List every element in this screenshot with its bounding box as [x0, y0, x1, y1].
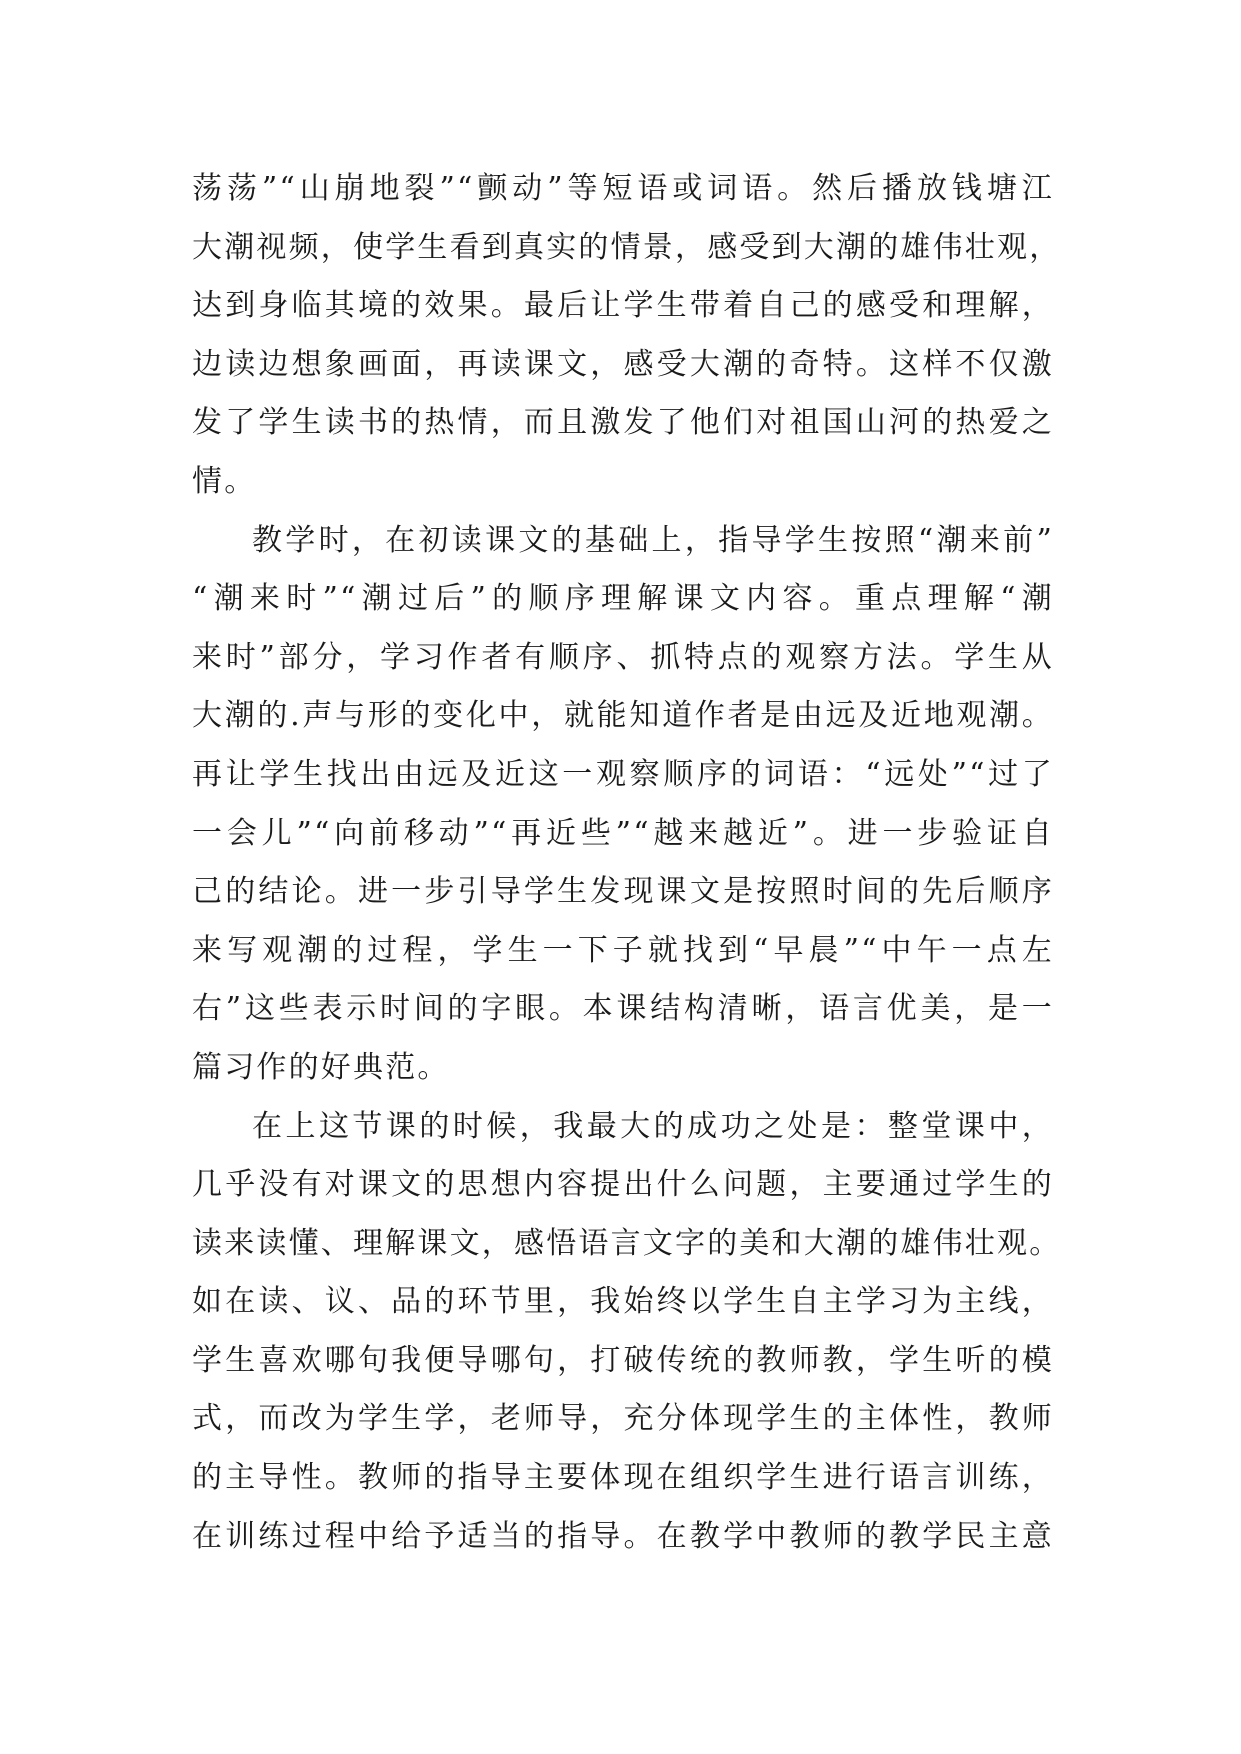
text-line: 几乎没有对课文的思想内容提出什么问题，主要通过学生的 — [192, 1167, 1054, 1203]
text-line: 发了学生读书的热情，而且激发了他们对祖国山河的热爱之 — [192, 405, 1054, 441]
text-line: 的主导性。教师的指导主要体现在组织学生进行语言训练， — [192, 1460, 1054, 1496]
text-line: 教学时，在初读课文的基础上，指导学生按照“潮来前” — [252, 522, 1054, 558]
text-line: 再让学生找出由远及近这一观察顺序的词语：“远处”“过了 — [192, 756, 1054, 792]
text-line: 在训练过程中给予适当的指导。在教学中教师的教学民主意 — [192, 1518, 1054, 1554]
text-line: 大潮视频，使学生看到真实的情景，感受到大潮的雄伟壮观， — [192, 229, 1062, 265]
paragraph — [192, 1098, 1062, 1567]
text-line: 达到身临其境的效果。最后让学生带着自己的感受和理解， — [192, 288, 1054, 324]
text-line: 边读边想象画面，再读课文，感受大潮的奇特。这样不仅激 — [192, 346, 1054, 382]
text-line: 如在读、议、品的环节里，我始终以学生自主学习为主线， — [192, 1284, 1054, 1320]
paragraph — [192, 512, 1054, 1098]
text-line: 荡荡”“山崩地裂”“颤动”等短语或词语。然后播放钱塘江 — [192, 171, 1054, 206]
text-line: 篇习作的好典范。 — [192, 1049, 450, 1085]
text-line: 式，而改为学生学，老师导，充分体现学生的主体性，教师 — [192, 1401, 1054, 1437]
text-line: 大潮的.声与形的变化中，就能知道作者是由远及近地观潮。 — [192, 698, 1054, 734]
text-line: 右”这些表示时间的字眼。本课结构清晰，语言优美，是一 — [192, 991, 1054, 1027]
body-text — [192, 160, 1062, 1566]
text-line: 己的结论。进一步引导学生发现课文是按照时间的先后顺序 — [192, 874, 1054, 910]
text-line: 在上这节课的时候，我最大的成功之处是：整堂课中， — [252, 1108, 1054, 1144]
text-line: 来写观潮的过程，学生一下子就找到“早晨”“中午一点左 — [192, 932, 1054, 968]
text-line: “潮来时”“潮过后”的顺序理解课文内容。重点理解“潮 — [192, 581, 1054, 617]
text-line: 读来读懂、理解课文，感悟语言文字的美和大潮的雄伟壮观。 — [192, 1225, 1062, 1261]
text-line: 情。 — [192, 463, 257, 499]
text-line: 学生喜欢哪句我便导哪句，打破传统的教师教，学生听的模 — [192, 1342, 1054, 1378]
text-line: 一会儿”“向前移动”“再近些”“越来越近”。进一步验证自 — [192, 815, 1054, 851]
paragraph — [192, 160, 1062, 512]
text-line: 来时”部分，学习作者有顺序、抓特点的观察方法。学生从 — [192, 639, 1054, 675]
